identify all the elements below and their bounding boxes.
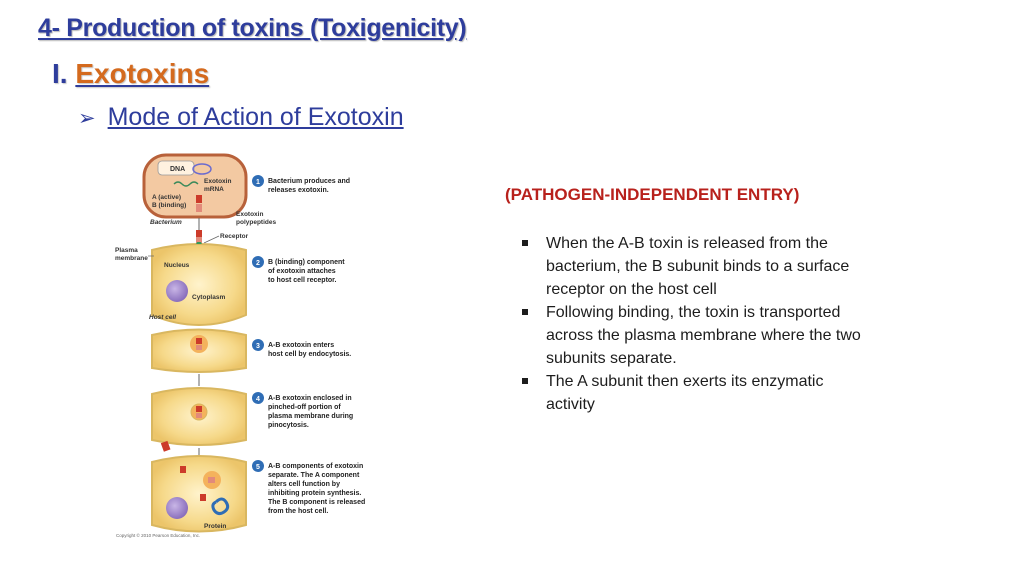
label-a-active: A (active) bbox=[152, 194, 182, 201]
step-3 bbox=[252, 339, 351, 358]
svg-text:B (binding) componentof exotox: B (binding) component of exotoxin attaches to host cell receptor. bbox=[268, 259, 345, 284]
figure-copyright: Copyright © 2010 Pearson Education, Inc. bbox=[116, 533, 201, 538]
subheading bbox=[78, 103, 404, 132]
svg-text:2: 2 bbox=[256, 260, 260, 267]
bullet-item bbox=[518, 301, 868, 370]
label-protein: Protein bbox=[204, 523, 227, 530]
toxin-b-subunit bbox=[196, 204, 202, 212]
svg-text:5: 5 bbox=[256, 464, 260, 471]
label-nucleus: Nucleus bbox=[164, 262, 190, 269]
label-bacterium: Bacterium bbox=[150, 219, 182, 226]
stage-5-cell bbox=[152, 456, 246, 532]
section-heading-word: Exotoxins bbox=[75, 58, 210, 89]
arrow-bullet-icon: ➢ bbox=[78, 107, 96, 130]
square-bullet-icon bbox=[522, 378, 528, 384]
bullet-text: When the A-B toxin is released from the bacterium, the B subunit binds to a surface receptor on the host cell bbox=[546, 235, 850, 298]
step-1 bbox=[252, 175, 350, 194]
label-exotoxin-mrna-2: mRNA bbox=[204, 186, 224, 193]
svg-text:4: 4 bbox=[256, 396, 260, 403]
label-plasma-1: Plasma bbox=[115, 247, 138, 254]
svg-text:Bacterium produces andreleases: Bacterium produces and releases exotoxin. bbox=[268, 178, 351, 194]
svg-text:1: 1 bbox=[256, 179, 260, 186]
label-b-binding: B (binding) bbox=[152, 202, 187, 209]
slide-title: 4- Production of toxins (Toxigenicity) bbox=[38, 14, 467, 42]
section-heading-number: I. bbox=[52, 58, 68, 89]
label-cytoplasm: Cytoplasm bbox=[192, 294, 226, 301]
square-bullet-icon bbox=[522, 240, 528, 246]
host-cell-shape bbox=[152, 244, 246, 325]
step-4 bbox=[252, 392, 353, 429]
svg-text:A-B components of exotoxinsepa: A-B components of exotoxin separate. The A component alters cell function by inhibiting protein synthesis. The B component is released from the host cell. bbox=[268, 463, 366, 515]
exotoxin-mechanism-figure bbox=[112, 150, 412, 540]
svg-text:A-B exotoxin entershost cell b: A-B exotoxin enters host cell by endocytosis. bbox=[268, 342, 352, 358]
svg-text:A-B exotoxin enclosed inpinche: A-B exotoxin enclosed in pinched-off portion of plasma membrane during pinocytosis. bbox=[268, 395, 354, 429]
bullet-item bbox=[518, 232, 868, 301]
bullet-item bbox=[518, 370, 868, 416]
svg-text:3: 3 bbox=[256, 343, 260, 350]
subheading-text: Mode of Action of Exotoxin bbox=[107, 103, 404, 131]
entry-label: (PATHOGEN-INDEPENDENT ENTRY) bbox=[505, 185, 800, 204]
nucleus-shape bbox=[166, 280, 188, 302]
toxin-a-subunit bbox=[196, 195, 202, 203]
label-exotoxin-poly-1: Exotoxin bbox=[236, 211, 264, 218]
label-dna: DNA bbox=[170, 166, 186, 173]
square-bullet-icon bbox=[522, 309, 528, 315]
bullet-text: Following binding, the toxin is transported across the plasma membrane where the two subunits separate. bbox=[546, 304, 861, 367]
bullet-list bbox=[518, 232, 868, 416]
section-heading bbox=[52, 58, 209, 90]
stage-5-nucleus bbox=[166, 497, 188, 519]
step-5 bbox=[252, 460, 365, 515]
label-plasma-2: membrane bbox=[115, 255, 148, 262]
label-exotoxin-poly-2: polypeptides bbox=[236, 219, 277, 226]
step-2 bbox=[252, 256, 345, 284]
label-exotoxin-mrna-1: Exotoxin bbox=[204, 178, 232, 185]
bullet-text: The A subunit then exerts its enzymatic activity bbox=[546, 373, 824, 413]
label-receptor: Receptor bbox=[220, 233, 249, 240]
label-host-cell: Host cell bbox=[149, 314, 177, 321]
